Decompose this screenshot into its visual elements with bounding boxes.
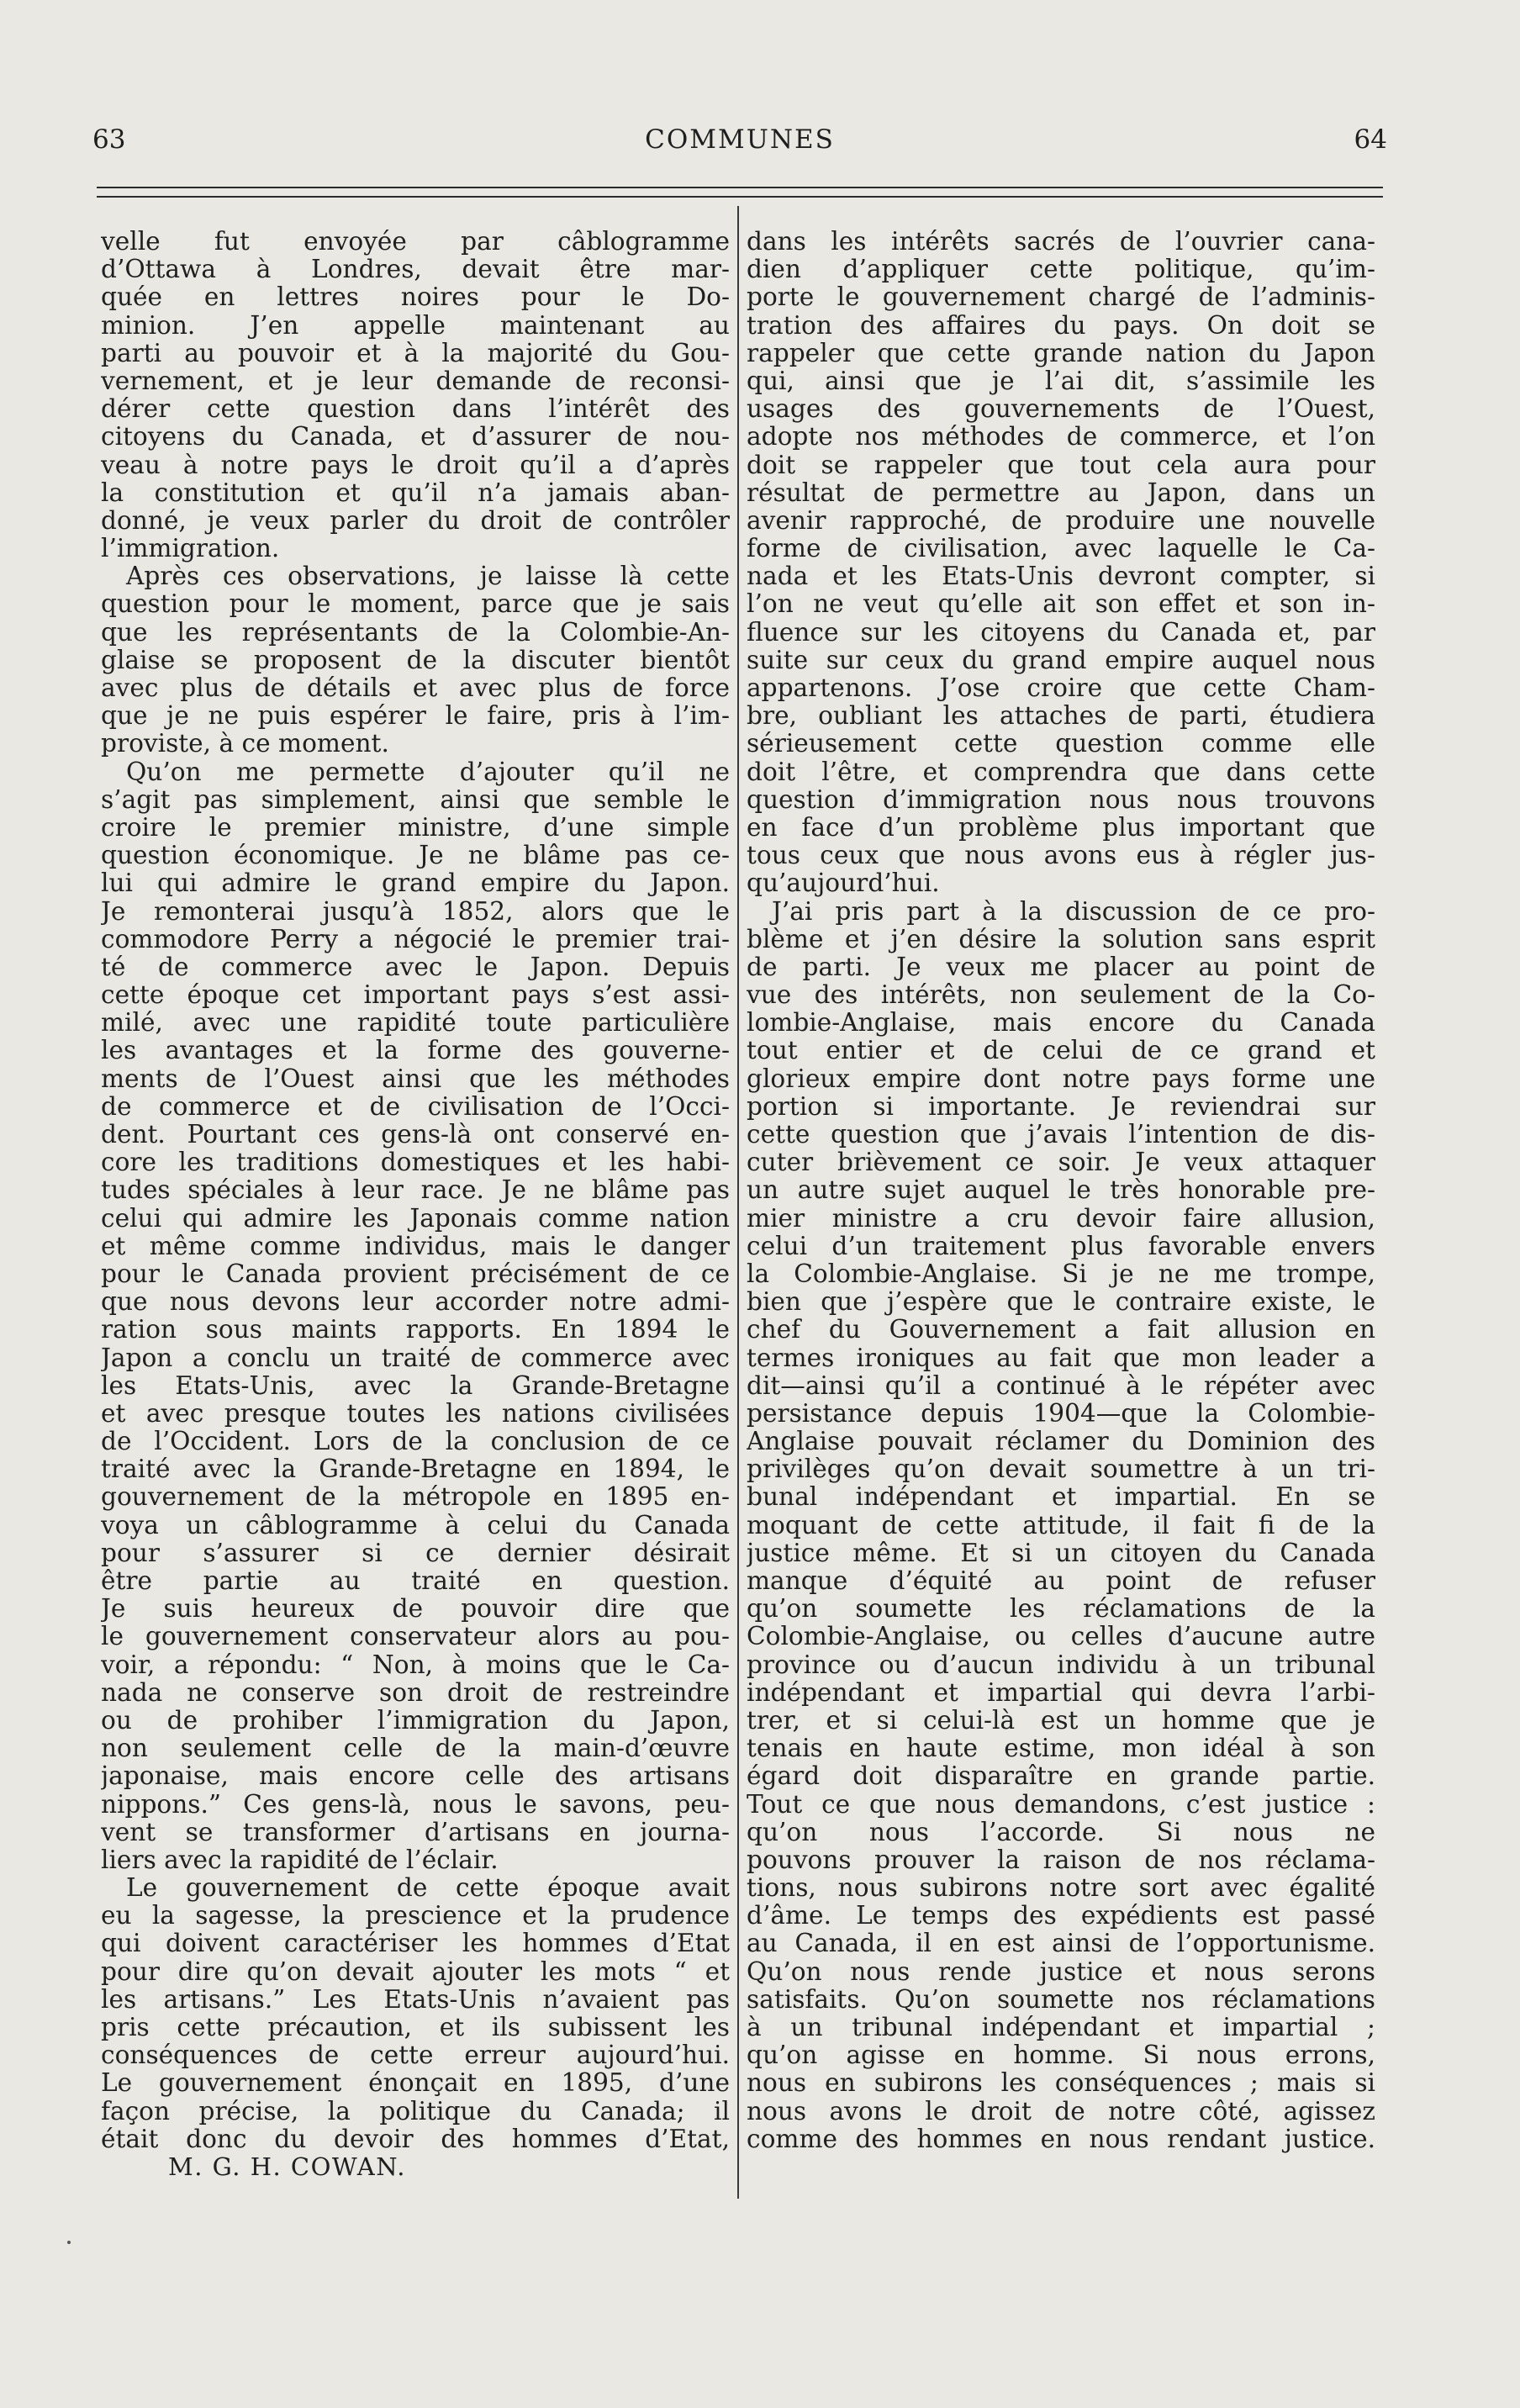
header-rule-bottom [97, 196, 1383, 198]
text-line: s’agit pas simplement, ainsi que semble le [101, 785, 730, 814]
text-line: un autre sujet auquel le très honorable pre- [747, 1176, 1375, 1205]
text-line: nous en subirons les conséquences ; mais si [747, 2069, 1375, 2098]
text-line: dans les intérêts sacrés de l’ouvrier cana- [747, 228, 1375, 256]
text-line: résultat de permettre au Japon, dans un [747, 478, 1375, 507]
text-line: d’Ottawa à Londres, devait être mar- [101, 256, 730, 284]
text-line: nada et les Etats-Unis devront compter, si [747, 562, 1375, 591]
text-line: la Colombie-Anglaise. Si je ne me trompe, [747, 1259, 1375, 1288]
page-number-right: 64 [1354, 124, 1387, 155]
text-line: glaise se proposent de la discuter bientôt [101, 646, 730, 674]
text-line: J’ai pris part à la discussion de ce pro- [772, 897, 1375, 926]
text-line: moquant de cette attitude, il fait fi de la [747, 1511, 1375, 1539]
text-line: bre, oubliant les attaches de parti, étudiera [747, 702, 1375, 731]
text-line: citoyens du Canada, et d’assurer de nou- [101, 423, 730, 452]
margin-speck [67, 2241, 71, 2244]
text-line: sérieusement cette question comme elle [747, 730, 1375, 758]
text-line: à un tribunal indépendant et impartial ; [747, 2014, 1375, 2041]
text-line: glorieux empire dont notre pays forme une [747, 1064, 1375, 1093]
text-line: satisfaits. Qu’on soumette nos réclamations [747, 1985, 1375, 2014]
text-line: blème et j’en désire la solution sans esprit [747, 925, 1375, 953]
column-divider [737, 206, 739, 2199]
text-line: persistance depuis 1904—que la Colombie- [747, 1399, 1375, 1428]
text-line: que les représentants de la Colombie-An- [101, 618, 730, 647]
text-line: rappeler que cette grande nation du Japon [747, 339, 1375, 367]
page-header [92, 124, 1387, 166]
text-line: nippons.” Ces gens-là, nous le savons, peu- [101, 1790, 730, 1819]
text-line: celui qui admire les Japonais comme nation [101, 1204, 730, 1233]
text-line: que je ne puis espérer le faire, pris à l’im- [101, 702, 730, 731]
text-line: fluence sur les citoyens du Canada et, par [747, 618, 1375, 647]
text-line: celui d’un traitement plus favorable envers [747, 1232, 1375, 1260]
text-line: qui, ainsi que je l’ai dit, s’assimile les [747, 367, 1375, 395]
text-line: d’âme. Le temps des expédients est passé [747, 1902, 1375, 1930]
text-line: eu la sagesse, la prescience et la prudence [101, 1902, 730, 1930]
text-line: cette question que j’avais l’intention de dis- [747, 1121, 1375, 1149]
text-line: Japon a conclu un traité de commerce avec [101, 1344, 730, 1372]
text-line: Je remonterai jusqu’à 1852, alors que le [101, 897, 730, 926]
text-line: de commerce et de civilisation de l’Occi- [101, 1092, 730, 1121]
text-line: gouvernement de la métropole en 1895 en- [101, 1483, 730, 1512]
text-line: tions, nous subirons notre sort avec égalité [747, 1874, 1375, 1903]
text-line: dit—ainsi qu’il a continué à le répéter avec [747, 1371, 1375, 1400]
text-line: avec plus de détails et avec plus de force [101, 674, 730, 702]
text-line: milé, avec une rapidité toute particulière [101, 1009, 730, 1038]
text-line: tout entier et de celui de ce grand et [747, 1037, 1375, 1065]
text-line: vernement, et je leur demande de reconsi- [101, 367, 730, 395]
text-line: doit se rappeler que tout cela aura pour [747, 451, 1375, 479]
text-line: velle fut envoyée par câblogramme [101, 228, 730, 256]
text-line: vue des intérêts, non seulement de la Co- [747, 981, 1375, 1010]
text-line: adopte nos méthodes de commerce, et l’on [747, 423, 1375, 452]
text-line: question économique. Je ne blâme pas ce- [101, 842, 730, 870]
text-line: core les traditions domestiques et les habi- [101, 1149, 730, 1177]
text-line: qu’on nous l’accorde. Si nous ne [747, 1818, 1375, 1846]
text-line: pris cette précaution, et ils subissent les [101, 2014, 730, 2041]
text-line: japonaise, mais encore celle des artisans [101, 1762, 730, 1791]
text-line: pour s’assurer si ce dernier désirait [101, 1539, 730, 1567]
text-line: proviste, à ce moment. [101, 730, 389, 758]
text-line: Après ces observations, je laisse là cette [126, 562, 730, 591]
text-line: Anglaise pouvait réclamer du Dominion des [747, 1428, 1375, 1456]
text-line: veau à notre pays le droit qu’il a d’après [101, 451, 730, 479]
text-line: doit l’être, et comprendra que dans cette [747, 758, 1375, 786]
text-line: Je suis heureux de pouvoir dire que [101, 1595, 730, 1624]
running-title: COMMUNES [645, 124, 835, 155]
text-line: question d’immigration nous nous trouvons [747, 785, 1375, 814]
text-line: forme de civilisation, avec laquelle le Ca- [747, 535, 1375, 563]
text-line: termes ironiques au fait que mon leader a [747, 1344, 1375, 1372]
text-line: les Etats-Unis, avec la Grande-Bretagne [101, 1371, 730, 1400]
text-line: non seulement celle de la main-d’œuvre [101, 1735, 730, 1763]
text-line: en face d’un problème plus important que [747, 813, 1375, 842]
text-line: té de commerce avec le Japon. Depuis [101, 953, 730, 981]
text-line: portion si importante. Je reviendrai sur [747, 1092, 1375, 1121]
text-line: cuter brièvement ce soir. Je veux attaquer [747, 1149, 1375, 1177]
text-line: pour le Canada provient précisément de ce [101, 1259, 730, 1288]
text-line: façon précise, la politique du Canada; il [101, 2097, 730, 2125]
text-line: indépendant et impartial qui devra l’arbi- [747, 1678, 1375, 1707]
text-line: avenir rapproché, de produire une nouvelle [747, 506, 1375, 535]
text-line: de parti. Je veux me placer au point de [747, 953, 1375, 981]
text-line: porte le gouvernement chargé de l’adminis- [747, 283, 1375, 312]
text-line: qu’on soumette les réclamations de la [747, 1595, 1375, 1624]
text-line: usages des gouvernements de l’Ouest, [747, 395, 1375, 424]
text-line: liers avec la rapidité de l’éclair. [101, 1846, 499, 1874]
text-line: croire le premier ministre, d’une simple [101, 813, 730, 842]
text-line: quée en lettres noires pour le Do- [101, 283, 730, 312]
text-line: ration sous maints rapports. En 1894 le [101, 1316, 730, 1344]
speaker-signature: M. G. H. COWAN. [168, 2152, 406, 2181]
text-line: être partie au traité en question. [101, 1567, 730, 1595]
text-line: qu’on agisse en homme. Si nous errons, [747, 2041, 1375, 2070]
text-line: dien d’appliquer cette politique, qu’im- [747, 256, 1375, 284]
text-line: l’on ne veut qu’elle ait son effet et son in- [747, 590, 1375, 619]
text-line: dent. Pourtant ces gens-là ont conservé en- [101, 1121, 730, 1149]
right-column [747, 228, 1375, 2153]
text-line: bien que j’espère que le contraire existe, le [747, 1288, 1375, 1317]
text-line: le gouvernement conservateur alors au pou- [101, 1623, 730, 1651]
text-line: manque d’équité au point de refuser [747, 1567, 1375, 1595]
text-line: Qu’on me permette d’ajouter qu’il ne [126, 758, 730, 786]
text-line: commodore Perry a négocié le premier trai- [101, 925, 730, 953]
text-line: lui qui admire le grand empire du Japon. [101, 869, 730, 898]
text-line: question pour le moment, parce que je sais [101, 590, 730, 619]
page-number-left: 63 [92, 124, 126, 155]
text-line: et même comme individus, mais le danger [101, 1232, 730, 1260]
text-line: traité avec la Grande-Bretagne en 1894, le [101, 1455, 730, 1484]
text-line: tous ceux que nous avons eus à régler jus- [747, 842, 1375, 870]
text-line: nada ne conserve son droit de restreindre [101, 1678, 730, 1707]
text-line: qui doivent caractériser les hommes d’Etat [101, 1930, 730, 1958]
text-line: de l’Occident. Lors de la conclusion de ce [101, 1428, 730, 1456]
text-line: cette époque cet important pays s’est assi- [101, 981, 730, 1010]
text-line: conséquences de cette erreur aujourd’hui. [101, 2041, 730, 2070]
text-line: trer, et si celui-là est un homme que je [747, 1706, 1375, 1735]
text-line: Colombie-Anglaise, ou celles d’aucune autre [747, 1623, 1375, 1651]
text-line: pouvons prouver la raison de nos réclama- [747, 1846, 1375, 1874]
text-line: mier ministre a cru devoir faire allusion, [747, 1204, 1375, 1233]
text-line: voya un câblogramme à celui du Canada [101, 1511, 730, 1539]
text-line: vent se transformer d’artisans en journa- [101, 1818, 730, 1846]
text-line: province ou d’aucun individu à un tribunal [747, 1650, 1375, 1679]
text-line: appartenons. J’ose croire que cette Cham- [747, 674, 1375, 702]
text-line: voir, a répondu: “ Non, à moins que le Ca- [101, 1650, 730, 1679]
text-line: tration des affaires du pays. On doit se [747, 311, 1375, 340]
text-line: Le gouvernement énonçait en 1895, d’une [101, 2069, 730, 2098]
text-line: tenais en haute estime, mon idéal à son [747, 1735, 1375, 1763]
text-line: l’immigration. [101, 535, 280, 563]
text-line: parti au pouvoir et à la majorité du Gou- [101, 339, 730, 367]
left-column [101, 228, 730, 2181]
text-line: les avantages et la forme des gouverne- [101, 1037, 730, 1065]
text-line: était donc du devoir des hommes d’Etat, [101, 2125, 730, 2153]
text-line: comme des hommes en nous rendant justice. [747, 2125, 1375, 2153]
text-line: donné, je veux parler du droit de contrôler [101, 506, 730, 535]
text-line: lombie-Anglaise, mais encore du Canada [747, 1009, 1375, 1038]
text-line: ou de prohiber l’immigration du Japon, [101, 1706, 730, 1735]
text-line: tudes spéciales à leur race. Je ne blâme pas [101, 1176, 730, 1205]
text-line: suite sur ceux du grand empire auquel nous [747, 646, 1375, 674]
text-line: pour dire qu’on devait ajouter les mots “ et [101, 1957, 730, 1986]
text-line: égard doit disparaître en grande partie. [747, 1762, 1375, 1791]
text-line: les artisans.” Les Etats-Unis n’avaient pas [101, 1985, 730, 2014]
text-line: privilèges qu’on devait soumettre à un tri- [747, 1455, 1375, 1484]
text-line: que nous devons leur accorder notre admi- [101, 1288, 730, 1317]
text-line: dérer cette question dans l’intérêt des [101, 395, 730, 424]
text-line: et avec presque toutes les nations civilisées [101, 1399, 730, 1428]
text-line: Qu’on nous rende justice et nous serons [747, 1957, 1375, 1986]
text-line: au Canada, il en est ainsi de l’opportunisme. [747, 1930, 1375, 1958]
text-line: la constitution et qu’il n’a jamais aban- [101, 478, 730, 507]
text-line: bunal indépendant et impartial. En se [747, 1483, 1375, 1512]
text-line: nous avons le droit de notre côté, agissez [747, 2097, 1375, 2125]
text-line: Tout ce que nous demandons, c’est justice : [747, 1790, 1375, 1819]
text-line: minion. J’en appelle maintenant au [101, 311, 730, 340]
text-line: justice même. Et si un citoyen du Canada [747, 1539, 1375, 1567]
text-line: qu’aujourd’hui. [747, 869, 940, 898]
text-line: Le gouvernement de cette époque avait [126, 1874, 730, 1903]
header-rule-top [97, 187, 1383, 188]
text-line: chef du Gouvernement a fait allusion en [747, 1316, 1375, 1344]
text-line: ments de l’Ouest ainsi que les méthodes [101, 1064, 730, 1093]
